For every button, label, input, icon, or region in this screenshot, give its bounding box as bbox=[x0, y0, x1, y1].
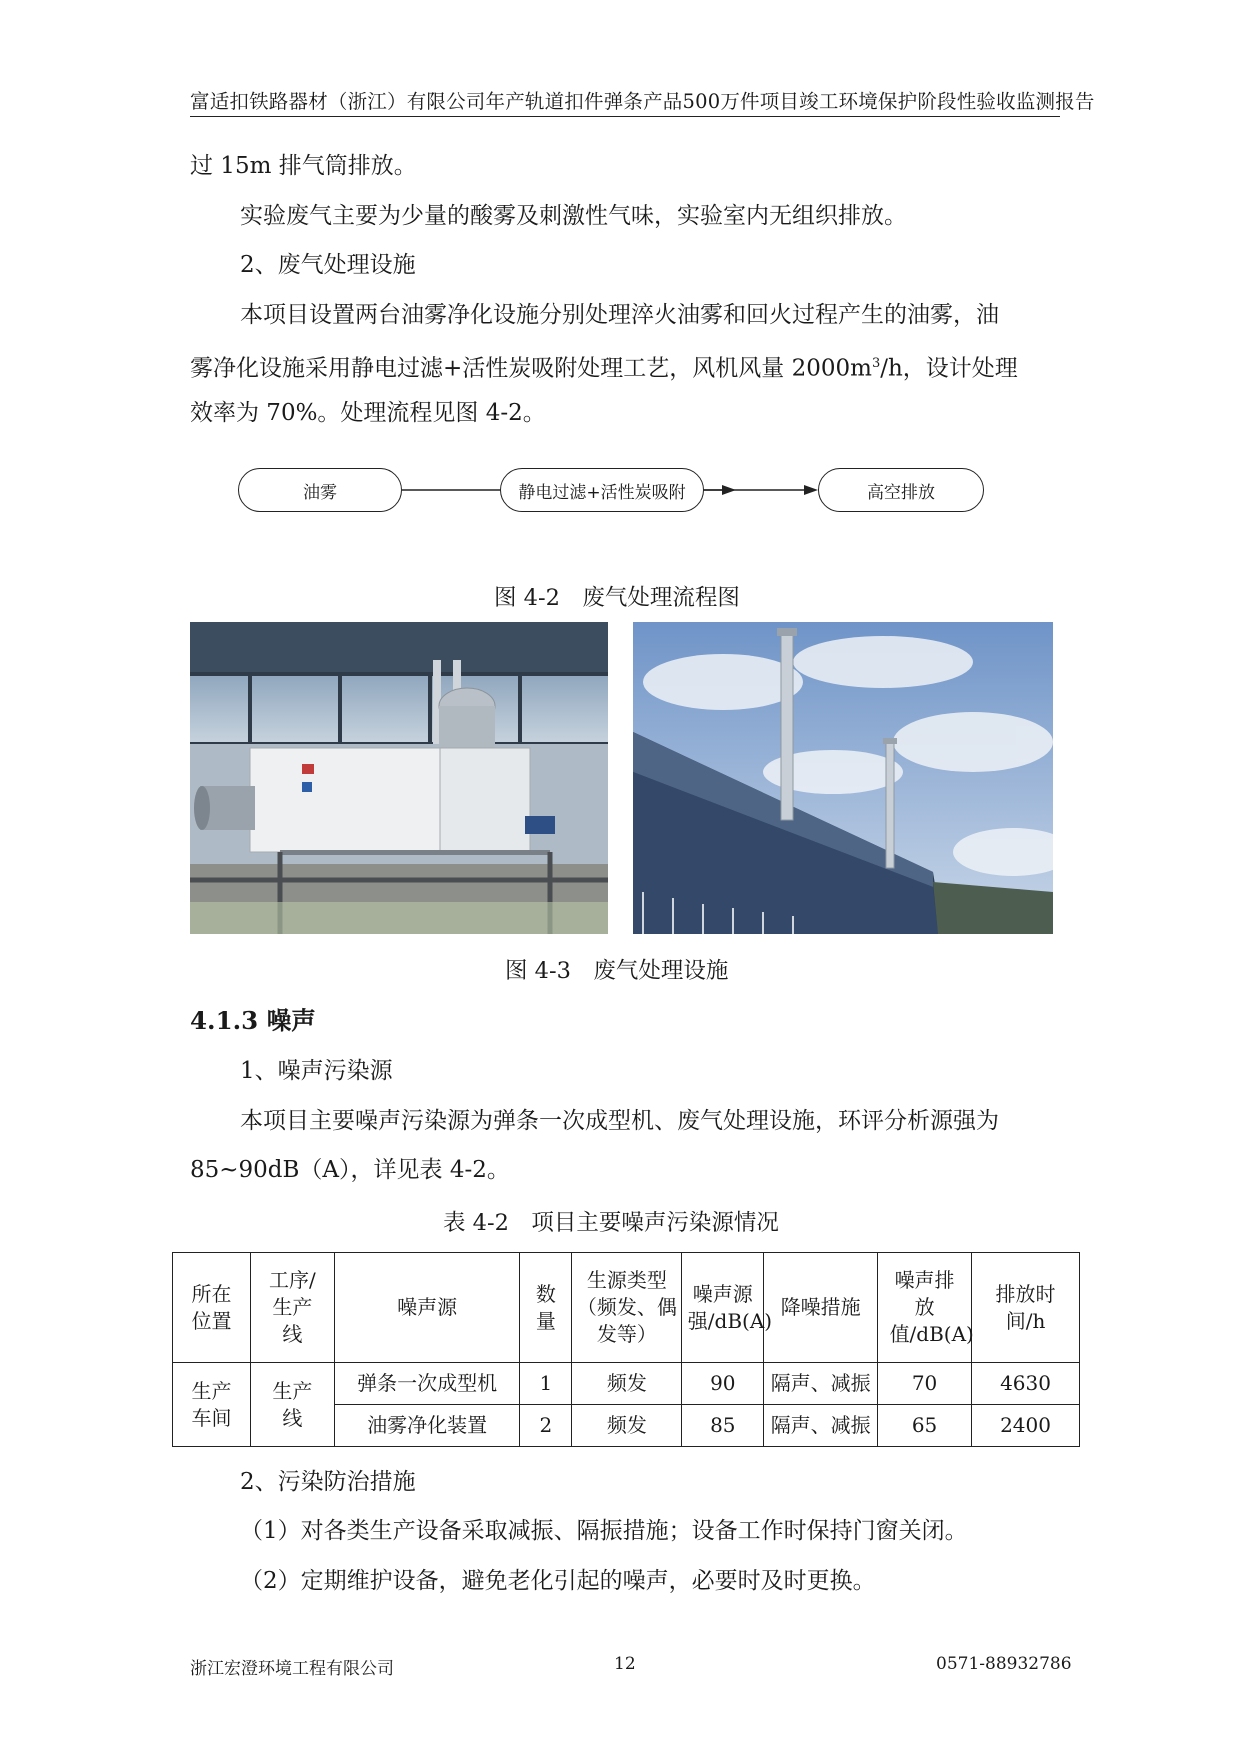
paragraph-facility-line2 bbox=[190, 349, 1018, 384]
header-divider bbox=[190, 116, 1060, 117]
cell-source: 弹条一次成型机 bbox=[334, 1363, 520, 1405]
flowchart bbox=[238, 468, 998, 514]
footer-company: 浙江宏澄环境工程有限公司 bbox=[190, 1659, 394, 1679]
subheading-facility: 2、废气处理设施 bbox=[240, 252, 416, 278]
footer-page-number: 12 bbox=[614, 1654, 636, 1674]
flow-node-filter: 静电过滤+活性炭吸附 bbox=[500, 468, 704, 512]
section-title-noise: 4.1.3 噪声 bbox=[190, 1006, 316, 1035]
figure-caption-4-3: 图 4-3 废气处理设施 bbox=[505, 958, 729, 984]
cell-type: 频发 bbox=[572, 1405, 682, 1447]
header-cell: 工序/生产线 bbox=[250, 1253, 334, 1363]
paragraph-noise-line1: 本项目主要噪声污染源为弹条一次成型机、废气处理设施，环评分析源强为 bbox=[240, 1108, 999, 1134]
cell-strength: 85 bbox=[682, 1405, 764, 1447]
cell-emission: 65 bbox=[878, 1405, 972, 1447]
flow-node-oil-mist: 油雾 bbox=[238, 468, 402, 512]
flow-node-discharge: 高空排放 bbox=[818, 468, 984, 512]
cell-strength: 90 bbox=[682, 1363, 764, 1405]
header-cell: 噪声源强/dB(A) bbox=[682, 1253, 764, 1363]
cell-line: 生产线 bbox=[250, 1363, 334, 1447]
header-cell: 排放时间/h bbox=[972, 1253, 1080, 1363]
cell-measure: 隔声、减振 bbox=[764, 1405, 878, 1447]
cell-location: 生产车间 bbox=[173, 1363, 251, 1447]
cell-hours: 2400 bbox=[972, 1405, 1080, 1447]
measure-item-2: （2）定期维护设备，避免老化引起的噪声，必要时及时更换。 bbox=[240, 1568, 876, 1594]
cell-measure: 隔声、减振 bbox=[764, 1363, 878, 1405]
header-cell: 数量 bbox=[520, 1253, 572, 1363]
superscript: 3 bbox=[871, 356, 881, 371]
text-fragment: /h，设计处理 bbox=[880, 355, 1018, 382]
flow-arrow-2 bbox=[704, 468, 824, 514]
paragraph-lab-gas: 实验废气主要为少量的酸雾及刺激性气味，实验室内无组织排放。 bbox=[240, 203, 907, 229]
table-row bbox=[173, 1363, 1080, 1405]
measure-item-1: （1）对各类生产设备采取减振、隔振措施；设备工作时保持门窗关闭。 bbox=[240, 1518, 968, 1544]
footer-phone: 0571-88932786 bbox=[936, 1654, 1072, 1674]
cell-emission: 70 bbox=[878, 1363, 972, 1405]
header-cell: 降噪措施 bbox=[764, 1253, 878, 1363]
subheading-measures: 2、污染防治措施 bbox=[240, 1469, 416, 1495]
paragraph-noise-line2: 85~90dB（A），详见表 4-2。 bbox=[190, 1157, 510, 1183]
page-header: 富适扣铁路器材（浙江）有限公司年产轨道扣件弹条产品500万件项目竣工环境保护阶段性验收监测报告 bbox=[190, 90, 1095, 113]
cell-hours: 4630 bbox=[972, 1363, 1080, 1405]
table-caption-4-2: 表 4-2 项目主要噪声污染源情况 bbox=[443, 1210, 779, 1236]
table-header-row bbox=[173, 1253, 1080, 1363]
subheading-noise-source: 1、噪声污染源 bbox=[240, 1058, 393, 1084]
photo-exhaust-stacks bbox=[633, 622, 1053, 934]
paragraph-facility-line3: 效率为 70%。处理流程见图 4-2。 bbox=[190, 400, 546, 426]
figure-caption-4-2: 图 4-2 废气处理流程图 bbox=[494, 585, 740, 611]
noise-source-table bbox=[172, 1252, 1080, 1447]
header-cell: 生源类型（频发、偶发等） bbox=[572, 1253, 682, 1363]
photo-oil-mist-purifier bbox=[190, 622, 608, 934]
cell-type: 频发 bbox=[572, 1363, 682, 1405]
cell-qty: 2 bbox=[520, 1405, 572, 1447]
paragraph-exhaust: 过 15m 排气筒排放。 bbox=[190, 153, 417, 179]
paragraph-facility-line1: 本项目设置两台油雾净化设施分别处理淬火油雾和回火过程产生的油雾，油 bbox=[240, 302, 999, 328]
header-cell: 噪声源 bbox=[334, 1253, 520, 1363]
cell-qty: 1 bbox=[520, 1363, 572, 1405]
cell-source: 油雾净化装置 bbox=[334, 1405, 520, 1447]
text-fragment: 雾净化设施采用静电过滤+活性炭吸附处理工艺，风机风量 2000m bbox=[190, 355, 872, 382]
header-cell: 噪声排放值/dB(A) bbox=[878, 1253, 972, 1363]
header-cell: 所在位置 bbox=[173, 1253, 251, 1363]
